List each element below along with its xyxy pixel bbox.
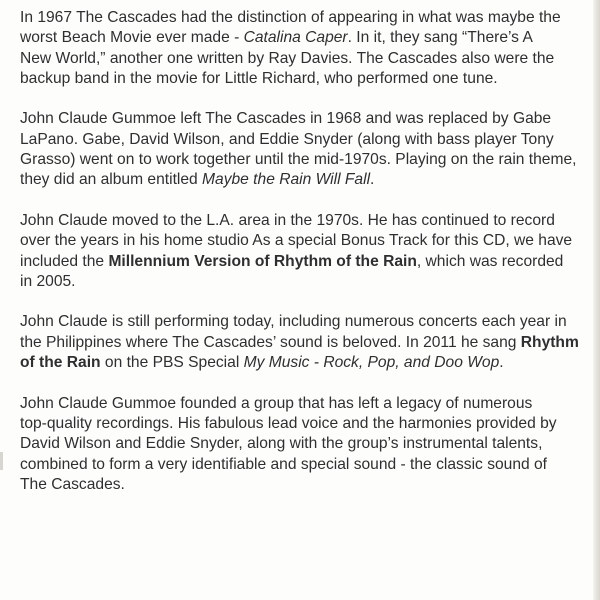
- text-line: [20, 130, 586, 150]
- text-line: [20, 272, 586, 292]
- italic-title: Maybe the Rain Will Fall: [202, 171, 371, 189]
- text-line: [20, 394, 586, 414]
- text-line: [20, 109, 586, 129]
- paragraph-4: [20, 312, 586, 373]
- text-line: [20, 475, 586, 495]
- text-line: [20, 150, 586, 170]
- text-run: on the PBS Special: [100, 354, 244, 372]
- text-run: The Cascades.: [20, 475, 125, 493]
- text-line: [20, 8, 586, 28]
- text-run: the Philippines where The Cascades’ sound is beloved. In 2011 he sang: [20, 333, 521, 351]
- text-line: [20, 28, 586, 48]
- text-line: [20, 353, 586, 373]
- text-run: .: [499, 354, 504, 372]
- text-line: [20, 333, 586, 353]
- liner-notes-text: [20, 8, 586, 515]
- bold-title: Rhythm: [520, 333, 579, 351]
- italic-title: Catalina Caper: [243, 29, 348, 47]
- bold-title: of the Rain: [20, 354, 101, 372]
- text-run: John Claude Gummoe founded a group that has left a legacy of numerous: [20, 394, 533, 412]
- text-run: worst Beach Movie ever made -: [20, 29, 244, 47]
- text-run: backup band in the movie for Little Richard, who performed one tune.: [20, 69, 498, 87]
- paragraph-1: [20, 8, 586, 89]
- text-run: combined to form a very identifiable and special sound - the classic sound of: [20, 455, 548, 473]
- bold-title: Millennium Version of Rhythm of the Rain: [108, 252, 417, 270]
- text-line: [20, 211, 586, 231]
- text-run: New World,” another one written by Ray Davies. The Cascades also were the: [20, 49, 555, 67]
- paragraph-2: [20, 109, 586, 190]
- text-run: top-quality recordings. His fabulous lead voice and the harmonies provided by: [20, 414, 557, 432]
- text-line: [20, 252, 586, 272]
- text-run: included the: [20, 252, 109, 270]
- text-line: [20, 49, 586, 69]
- text-run: over the years in his home studio As a special Bonus Track for this CD, we have: [20, 232, 573, 250]
- scan-edge-mark: [0, 452, 3, 470]
- text-run: John Claude Gummoe left The Cascades in 1968 and was replaced by Gabe: [20, 110, 552, 128]
- text-run: John Claude is still performing today, including numerous concerts each year in: [20, 313, 567, 331]
- text-run: , which was recorded: [416, 252, 564, 270]
- text-run: Grasso) went on to work together until the mid-1970s. Playing on the rain theme,: [20, 151, 577, 169]
- text-line: [20, 455, 586, 475]
- text-line: [20, 170, 586, 190]
- text-run: .: [370, 171, 375, 189]
- text-run: David Wilson and Eddie Snyder, along with the group’s instrumental talents,: [20, 435, 543, 453]
- text-line: [20, 231, 586, 251]
- paragraph-3: [20, 211, 586, 292]
- text-run: . In it, they sang “There’s A: [347, 29, 533, 47]
- text-line: [20, 312, 586, 332]
- text-line: [20, 414, 586, 434]
- text-line: [20, 69, 586, 89]
- paragraph-5: [20, 394, 586, 495]
- italic-title: My Music - Rock, Pop, and Doo Wop: [243, 354, 500, 372]
- text-run: LaPano. Gabe, David Wilson, and Eddie Snyder (along with bass player Tony: [20, 130, 554, 148]
- text-run: In 1967 The Cascades had the distinction of appearing in what was maybe the: [20, 9, 561, 26]
- text-run: they did an album entitled: [20, 171, 203, 189]
- text-line: [20, 434, 586, 454]
- text-run: John Claude moved to the L.A. area in the 1970s. He has continued to record: [20, 211, 555, 229]
- text-run: in 2005.: [20, 272, 76, 290]
